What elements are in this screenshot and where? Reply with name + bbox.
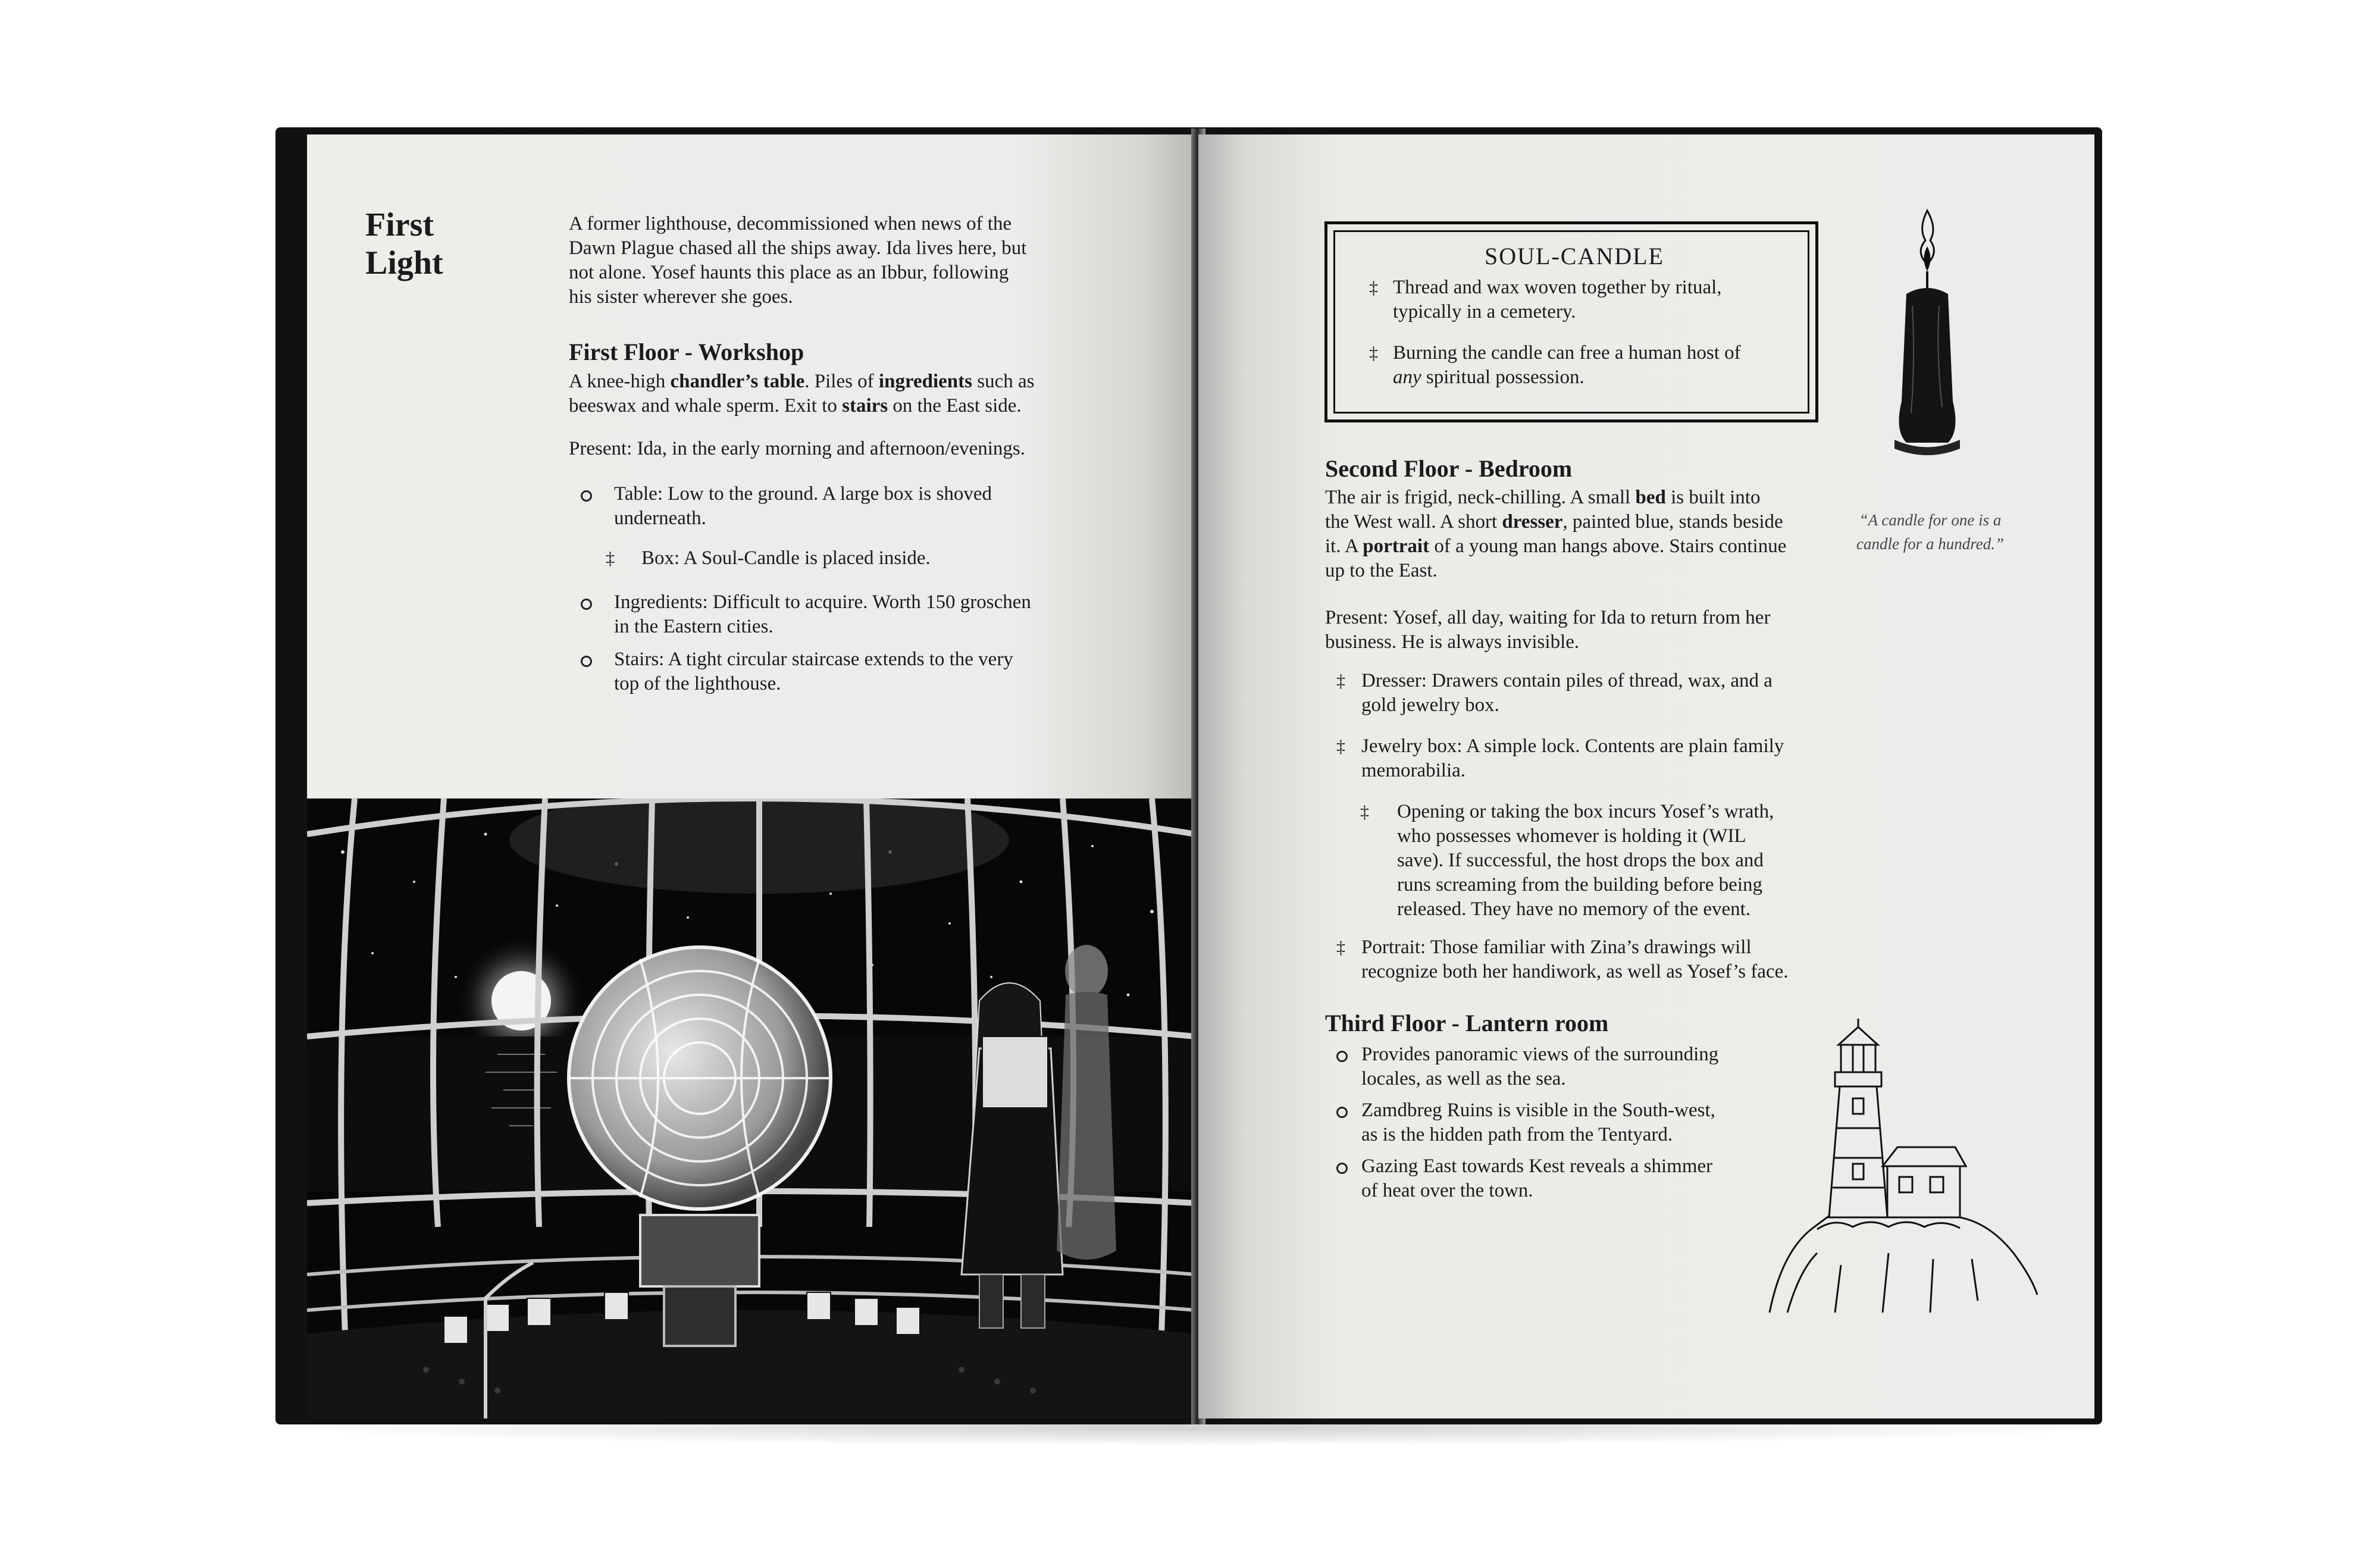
dagger-bullet-icon: ‡ [1336, 938, 1345, 957]
sidebar-title: SOUL-CANDLE [1485, 243, 1664, 270]
dagger-bullet-icon: ‡ [1369, 278, 1378, 298]
lighthouse-lantern-room-illustration [307, 798, 1196, 1418]
dagger-bullet-icon: ‡ [606, 549, 615, 568]
keyword-stairs: stairs [842, 395, 888, 416]
circle-bullet-icon [581, 490, 592, 502]
lantern-room-drawing [307, 798, 1196, 1418]
left-page: First Light A former lighthouse, decommissioned when news of the Dawn Plague chased all the ships away. Ida lives here, but not alone. Yosef haunts this place as an Ibbur, following his sister wherever she goes. First Floor - Workshop A knee-high chandler’s table. Piles of ingredients such as beeswax and whale sperm. Exit to stairs on the East side. Present: Ida, in the early morning and afternoon/evenings. Table: Low to the ground. A large box is shoved underneath. ‡ Box: A Soul-Candle is placed inside. Ingredients: Difficult to acquire. Worth 150 groschen in the Eastern cities. Stairs: A tight circular staircase extends to the very top of the lighthouse. [307, 134, 1196, 1418]
text-line: beeswax and whale sperm. Exit to stairs on the East side. [569, 395, 1022, 416]
third-floor-heading: Third Floor - Lantern room [1325, 1010, 1609, 1036]
melting-candle-icon [1883, 205, 1972, 466]
keyword-chandlers-table: chandler’s table [670, 371, 805, 392]
keyword-portrait: portrait [1363, 536, 1430, 557]
circle-bullet-icon [1336, 1107, 1348, 1118]
present-line: Present: Ida, in the early morning and afternoon/evenings. [569, 438, 1026, 459]
dagger-bullet-icon: ‡ [1369, 343, 1378, 363]
keyword-ingredients: ingredients [878, 371, 972, 392]
text-line: A former lighthouse, decommissioned when news of the [569, 213, 1012, 234]
second-floor-heading: Second Floor - Bedroom [1325, 455, 1573, 482]
right-page: SOUL-CANDLE ‡ Thread and wax woven together by ritual, typically in a cemetery. ‡ Burning the candle can free a human host of any spiritual possession. “A candle for one is a candle for a hundred.” Second Floor - Bedroom The air is frigid, neck-chilling. A small bed is built into the West wall. A short dresser, painted blue, stands beside it. A portrait of a young man hangs above. Stairs continue up to the East. Present: Yosef, all day, waiting for Ida to return from her business. He is always invisible. ‡ Dresser: Drawers contain piles of thread, wax, and a gold jewelry box. ‡ Jewelry box: A simple lock. Contents are plain family memorabilia. ‡ Opening or taking the box incurs Yosef’s wrath, who possesses whomever is holding it (WIL save). If successful, the host drops the box and runs screaming from the building before being released. They have no memory of the event. ‡ Portrait: Those familiar with Zina’s drawings will recognize both her handiwork, as well as Yosef’s face. Third Floor - Lantern room Provides panoramic views of the surrounding locales, as well as the sea. Zamdbreg Ruins is visible in the South-west, as is the hidden path from the Tentyard. Gazing East towards Kest reveals a shimmer of heat over the town. [1198, 134, 2094, 1418]
text-line: Dawn Plague chased all the ships away. Ida lives here, but [569, 237, 1027, 259]
chapter-title [365, 206, 496, 282]
candle-quote: “A candle for one is a candle for a hundred.” [1856, 511, 2004, 553]
chapter-title-line: Light [365, 245, 443, 281]
present-line: Present: Yosef, all day, waiting for Ida to return from her business. He is always invisible. [1325, 607, 1771, 653]
dagger-bullet-icon: ‡ [1336, 737, 1345, 756]
intro-paragraph [569, 212, 1104, 309]
keyword-dresser: dresser [1502, 511, 1563, 533]
text-line: not alone. Yosef haunts this place as an Ibbur, following [569, 262, 1009, 283]
circle-bullet-icon [581, 599, 592, 610]
soul-candle-sidebar: SOUL-CANDLE ‡ Thread and wax woven together by ritual, typically in a cemetery. ‡ Burning the candle can free a human host of any spiritual possession. [1324, 221, 1818, 422]
lighthouse-on-cliff-icon [1764, 1015, 2043, 1324]
circle-bullet-icon [1336, 1163, 1348, 1174]
second-floor-paragraph: The air is frigid, neck-chilling. A small bed is built into the West wall. A short dresser, painted blue, stands beside it. A portrait of a young man hangs above. Stairs continue up to the East. [1325, 487, 1787, 581]
first-floor-paragraph [569, 369, 1128, 418]
circle-bullet-icon [1336, 1051, 1348, 1062]
keyword-bed: bed [1635, 487, 1666, 508]
text-line: his sister wherever she goes. [569, 286, 793, 308]
emphasis-any: any [1393, 367, 1421, 388]
dagger-bullet-icon: ‡ [1360, 802, 1369, 822]
circle-bullet-icon [581, 656, 592, 667]
chapter-title-line: First [365, 206, 434, 243]
text-line: A knee-high chandler’s table. Piles of ingredients such as [569, 371, 1035, 392]
first-floor-heading: First Floor - Workshop [569, 339, 804, 365]
dagger-bullet-icon: ‡ [1336, 671, 1345, 691]
